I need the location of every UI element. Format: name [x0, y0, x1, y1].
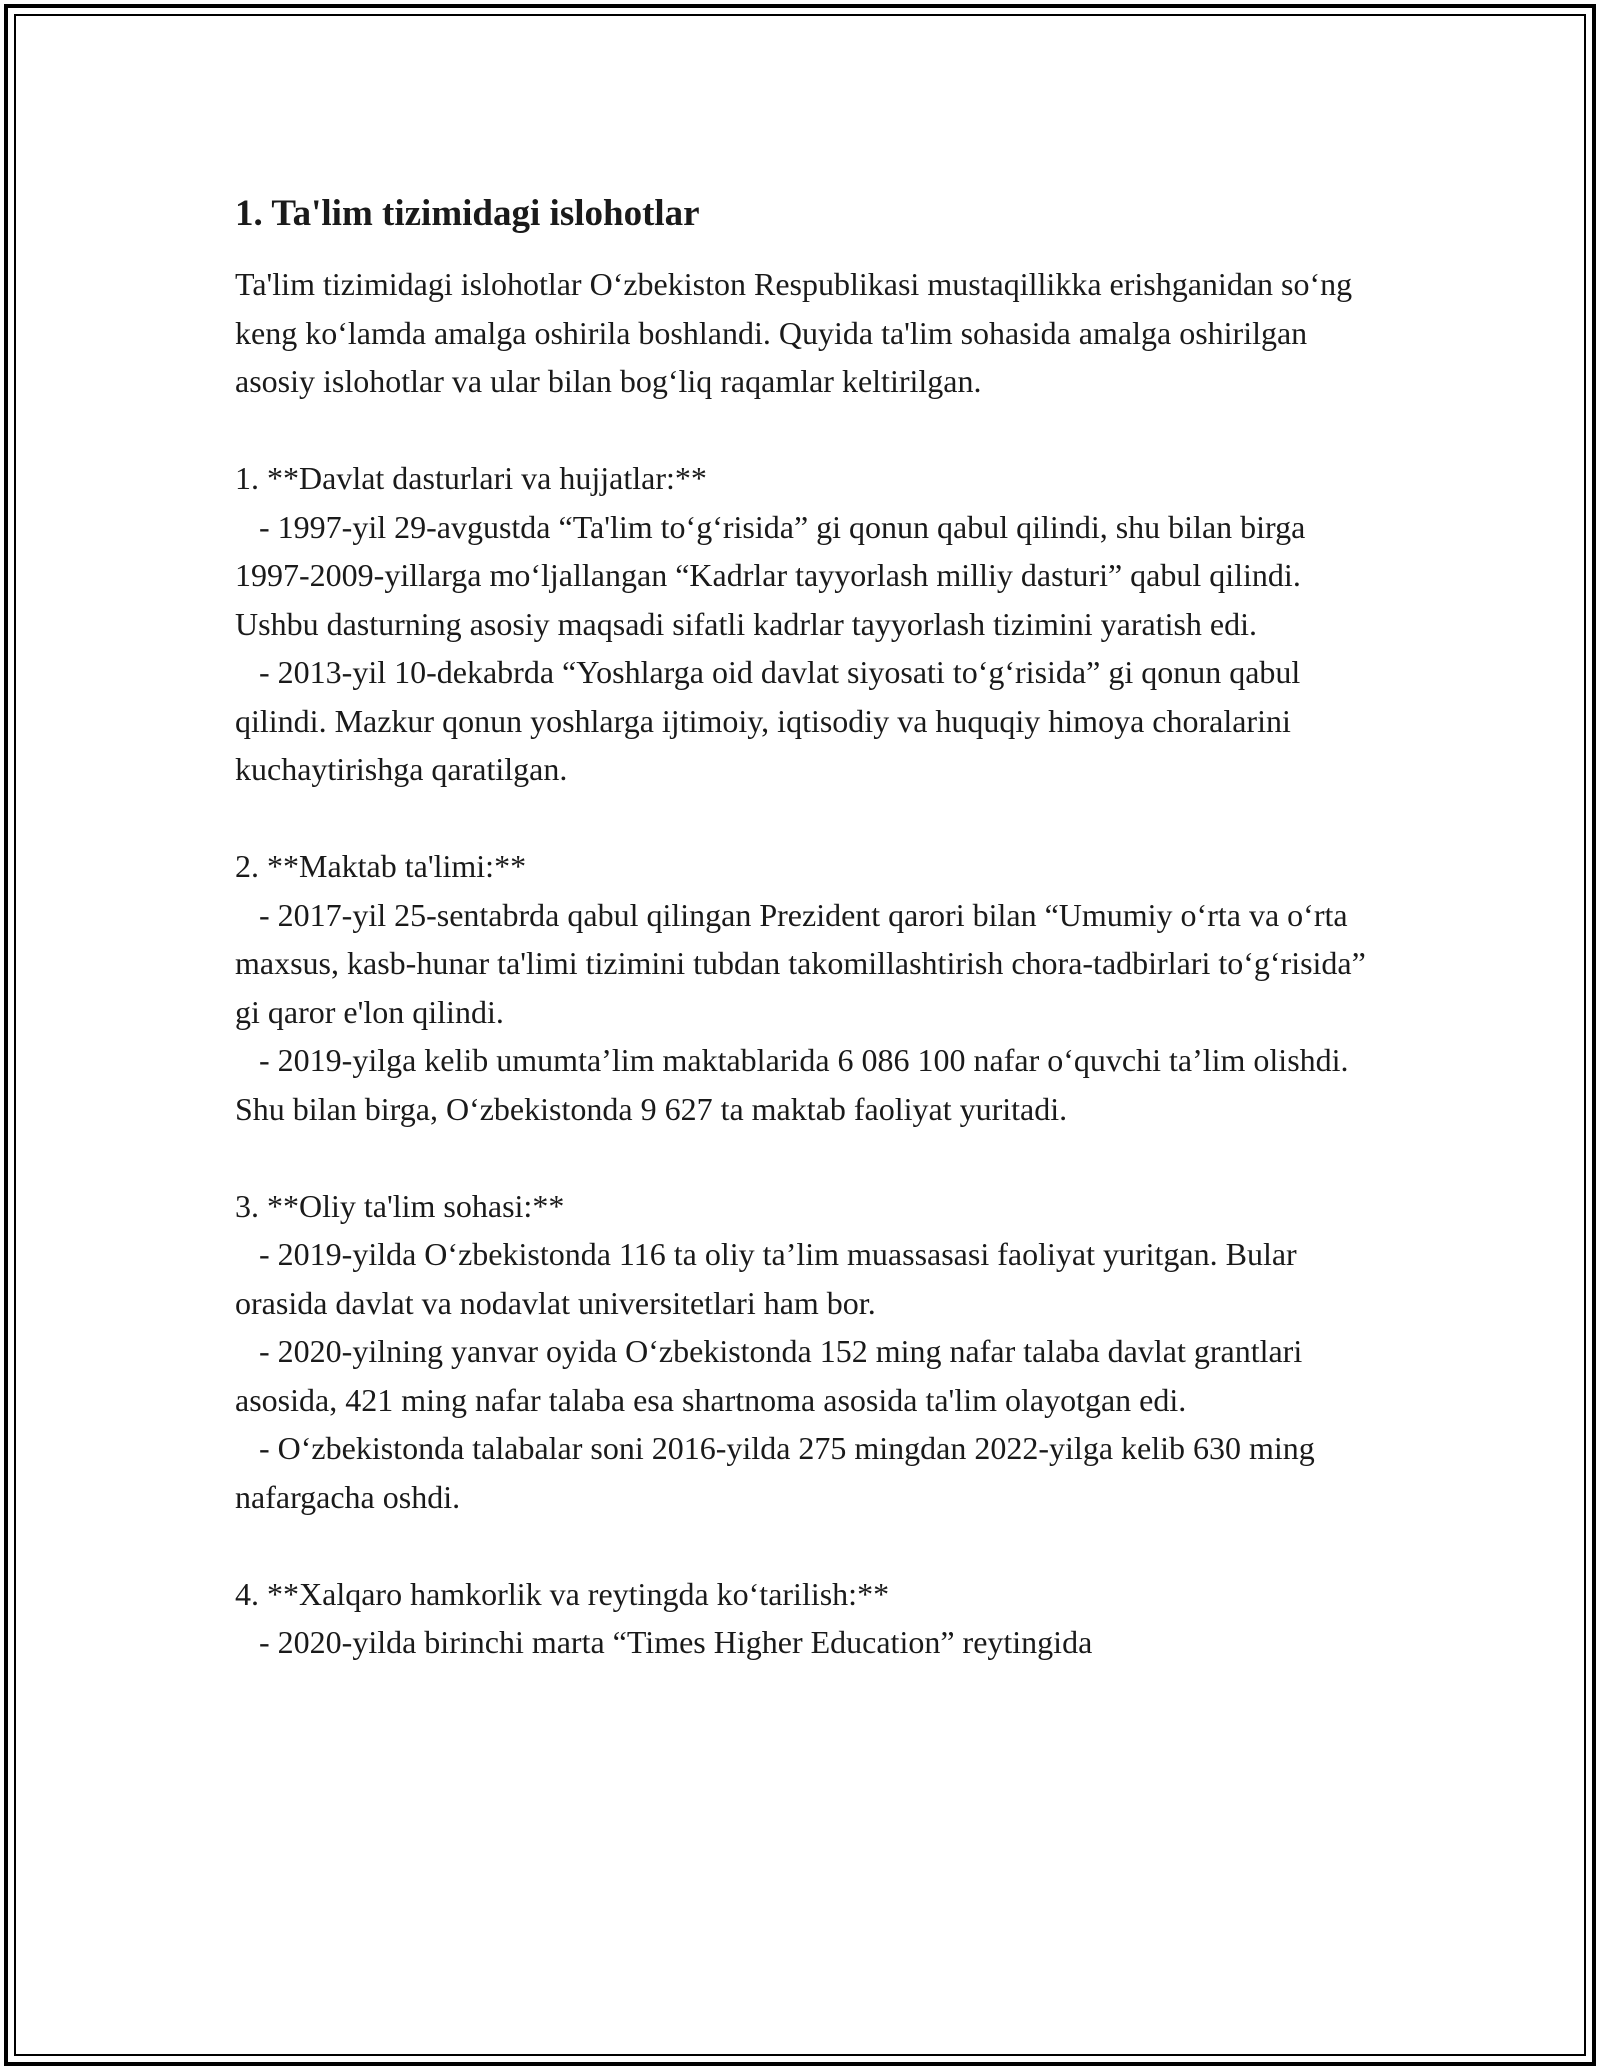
list-item: - 1997-yil 29-avgustda “Ta'lim to‘g‘risida” gi qonun qabul qilindi, shu bilan birga 1997-2009-yillarga mo‘ljallangan “Kadrlar tayyorlash milliy dasturi” qabul qilindi. Ushbu dasturning asosiy maqsadi sifatli kadrlar tayyorlash tizimini yaratish edi. [235, 508, 1306, 642]
spacer [235, 1521, 1385, 1570]
section-4 [235, 1570, 1385, 1667]
document-heading: 1. Ta'lim tizimidagi islohotlar [235, 193, 700, 234]
list-item: - 2019-yilga kelib umumta’lim maktablarida 6 086 100 nafar o‘quvchi ta’lim olishdi. Shu bilan birga, O‘zbekistonda 9 627 ta maktab faoliyat yuritadi. [235, 1042, 1349, 1127]
section-3 [235, 1182, 1385, 1522]
spacer [235, 794, 1385, 843]
section-title: 3. **Oliy ta'lim sohasi:** [235, 1187, 565, 1224]
list-item: - 2020-yilning yanvar oyida O‘zbekistonda 152 ming nafar talaba davlat grantlari asosida, 421 ming nafar talaba esa shartnoma asosida ta'lim olayotgan edi. [235, 1333, 1303, 1418]
list-item: - 2020-yilda birinchi marta “Times Higher Education” reytingida [259, 1624, 1093, 1660]
spacer [235, 1133, 1385, 1182]
section-2 [235, 842, 1385, 1133]
section-title: 4. **Xalqaro hamkorlik va reytingda ko‘tarilish:** [235, 1575, 890, 1612]
list-item: - 2019-yilda O‘zbekistonda 116 ta oliy ta’lim muassasasi faoliyat yuritgan. Bular orasida davlat va nodavlat universitetlari ham bor. [235, 1236, 1297, 1321]
document-body [235, 190, 1385, 1667]
list-item: - 2017-yil 25-sentabrda qabul qilingan Prezident qarori bilan “Umumiy o‘rta va o‘rta maxsus, kasb-hunar ta'limi tizimini tubdan takomillashtirish chora-tadbirlari to‘g‘risida” gi qaror e'lon qilindi. [235, 896, 1366, 1030]
list-item: - O‘zbekistonda talabalar soni 2016-yilda 275 mingdan 2022-yilga kelib 630 ming nafargacha oshdi. [235, 1430, 1315, 1515]
intro-paragraph: Ta'lim tizimidagi islohotlar O‘zbekiston Respublikasi mustaqillikka erishganidan so‘ng keng ko‘lamda amalga oshirila boshlandi. Quyida ta'lim sohasida amalga oshirilgan asosiy islohotlar va ular bilan bog‘liq raqamlar keltirilgan. [235, 266, 1353, 399]
section-1 [235, 454, 1385, 794]
section-title: 2. **Maktab ta'limi:** [235, 848, 527, 884]
section-title: 1. **Davlat dasturlari va hujjatlar:** [235, 460, 707, 496]
spacer [235, 406, 1385, 455]
list-item: - 2013-yil 10-dekabrda “Yoshlarga oid davlat siyosati to‘g‘risida” gi qonun qabul qilindi. Mazkur qonun yoshlarga ijtimoiy, iqtisodiy va huquqiy himoya choralarini kuchaytirishga qaratilgan. [235, 654, 1301, 787]
